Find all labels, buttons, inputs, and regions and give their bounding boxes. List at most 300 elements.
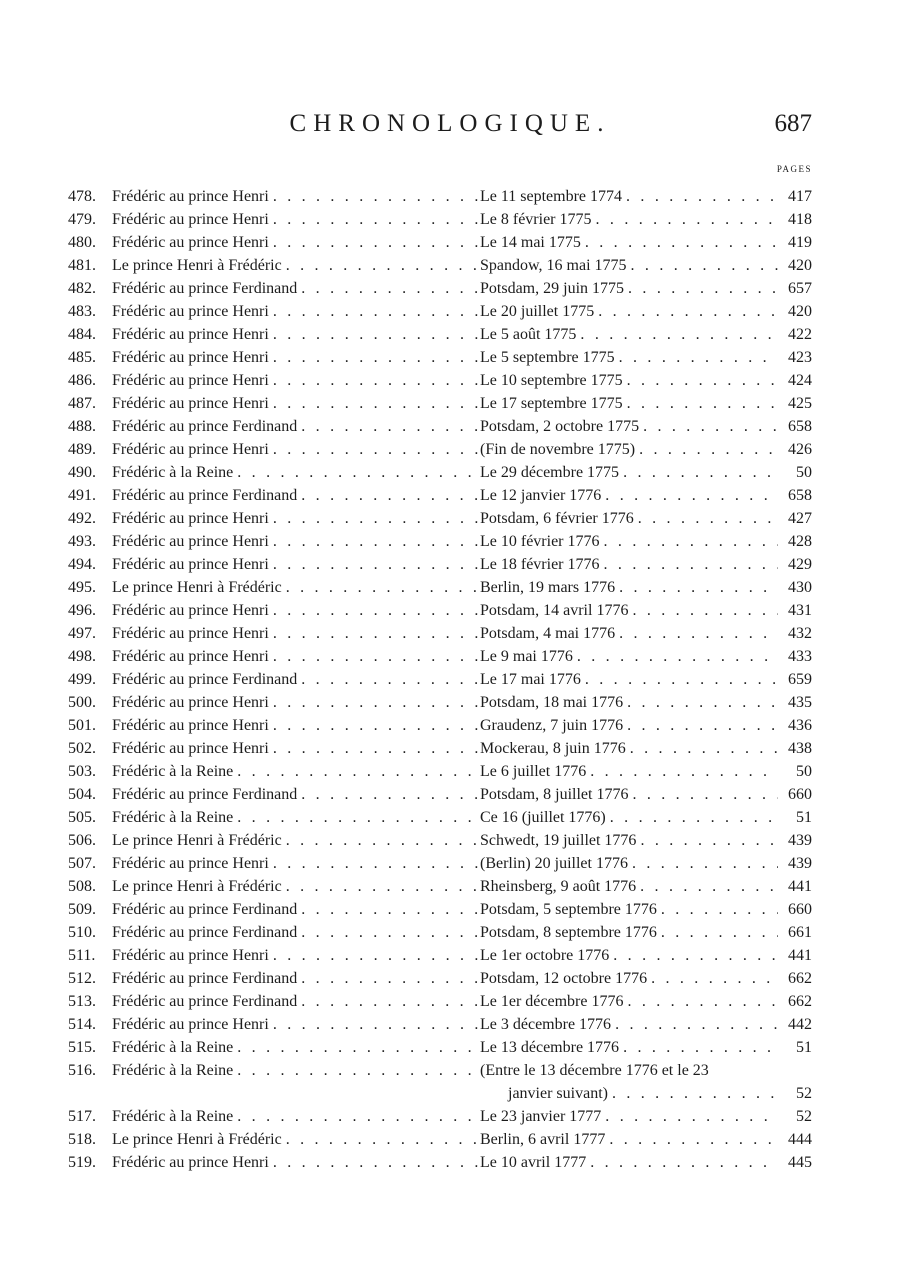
correspondents-text: Frédéric au prince Henri: [112, 372, 269, 389]
page-ref: 51: [796, 1039, 812, 1056]
correspondents-text: Frédéric au prince Ferdinand: [112, 487, 298, 504]
date-place-text: Le 17 septembre 1775: [480, 395, 623, 412]
table-row: [68, 229, 812, 252]
dot-leader: [622, 188, 778, 206]
dot-leader: [282, 1131, 480, 1149]
correspondents: [112, 786, 480, 804]
correspondents: [112, 901, 480, 919]
page-ref: 444: [788, 1131, 812, 1148]
table-row: [68, 873, 812, 896]
date-place-text: (Berlin) 20 juillet 1776: [480, 855, 628, 872]
correspondents: [112, 717, 480, 735]
date-place: [480, 924, 778, 942]
page-number: 687: [774, 110, 812, 137]
date-place: [480, 786, 778, 804]
correspondents-text: Frédéric au prince Henri: [112, 510, 269, 527]
date-place: [480, 832, 778, 850]
entry-number: 488.: [68, 418, 96, 435]
entry-number: 503.: [68, 763, 96, 780]
correspondents: [112, 809, 480, 827]
date-place: [480, 556, 778, 574]
table-row: [68, 643, 812, 666]
table-row: [68, 689, 812, 712]
table-row: [68, 574, 812, 597]
date-place-text: Le 11 septembre 1774: [480, 188, 623, 205]
table-row: [68, 1103, 812, 1126]
dot-leader: [601, 1108, 778, 1126]
date-place: [480, 1154, 778, 1172]
date-place-text: Le 14 mai 1775: [480, 234, 581, 251]
table-row: [68, 942, 812, 965]
dot-leader: [594, 303, 778, 321]
table-row: [68, 804, 812, 827]
page-ref: 432: [788, 625, 812, 642]
page-ref: 662: [788, 970, 812, 987]
dot-leader: [269, 855, 480, 873]
date-place-text: Le 29 décembre 1775: [480, 464, 620, 481]
dot-leader: [233, 1039, 480, 1057]
table-row: [68, 1011, 812, 1034]
page-ref: 422: [788, 326, 812, 343]
entry-number: 506.: [68, 832, 96, 849]
correspondents-text: Le prince Henri à Frédéric: [112, 832, 282, 849]
chronological-table: [68, 183, 812, 1172]
date-place-text: Rheinsberg, 9 août 1776: [480, 878, 637, 895]
entry-number: 487.: [68, 395, 96, 412]
table-row: [68, 206, 812, 229]
date-place: [480, 234, 778, 252]
correspondents: [112, 556, 480, 574]
dot-leader: [592, 211, 778, 229]
dot-leader: [233, 763, 480, 781]
date-place: [480, 1062, 778, 1080]
correspondents: [112, 234, 480, 252]
dot-leader: [297, 901, 480, 919]
entry-number: 482.: [68, 280, 96, 297]
date-place-text: Potsdam, 5 septembre 1776: [480, 901, 657, 918]
date-place-text: Potsdam, 12 octobre 1776: [480, 970, 648, 987]
date-place: [480, 625, 778, 643]
entry-number: 480.: [68, 234, 96, 251]
correspondents-text: Frédéric à la Reine: [112, 1039, 234, 1056]
correspondents-text: Frédéric au prince Ferdinand: [112, 671, 298, 688]
date-place-text: Le 3 décembre 1776: [480, 1016, 612, 1033]
dot-leader: [297, 487, 480, 505]
date-place: [480, 1039, 778, 1057]
page-ref: 417: [788, 188, 812, 205]
correspondents: [112, 211, 480, 229]
table-row: [68, 666, 812, 689]
date-place: [480, 763, 778, 781]
table-row: [68, 344, 812, 367]
dot-leader: [634, 510, 778, 528]
entry-number: 508.: [68, 878, 96, 895]
correspondents-text: Frédéric au prince Ferdinand: [112, 901, 298, 918]
correspondents: [112, 418, 480, 436]
date-place: [480, 1085, 778, 1103]
correspondents: [112, 947, 480, 965]
correspondents: [112, 878, 480, 896]
correspondents: [112, 1154, 480, 1172]
dot-leader: [269, 625, 480, 643]
date-place: [480, 280, 778, 298]
entry-number: 505.: [68, 809, 96, 826]
entry-number: 514.: [68, 1016, 96, 1033]
entry-number: 485.: [68, 349, 96, 366]
table-row: [68, 436, 812, 459]
date-place: [480, 993, 778, 1011]
dot-leader: [623, 372, 778, 390]
dot-leader: [269, 556, 480, 574]
correspondents-text: Frédéric au prince Henri: [112, 349, 269, 366]
dot-leader: [233, 809, 480, 827]
date-place-text: Potsdam, 14 avril 1776: [480, 602, 629, 619]
date-place-text: Potsdam, 2 octobre 1775: [480, 418, 640, 435]
correspondents-text: Le prince Henri à Frédéric: [112, 579, 282, 596]
correspondents-text: Frédéric au prince Henri: [112, 303, 269, 320]
correspondents: [112, 303, 480, 321]
table-row: [68, 413, 812, 436]
dot-leader: [586, 1154, 778, 1172]
date-place-text: Mockerau, 8 juin 1776: [480, 740, 626, 757]
date-place: [480, 1108, 778, 1126]
entry-number: 498.: [68, 648, 96, 665]
entry-number: 493.: [68, 533, 96, 550]
date-place: [480, 648, 778, 666]
table-row: [68, 459, 812, 482]
dot-leader: [269, 1154, 480, 1172]
date-place-text: Le 1er décembre 1776: [480, 993, 624, 1010]
correspondents-text: Frédéric au prince Henri: [112, 234, 269, 251]
page-ref: 424: [788, 372, 812, 389]
dot-leader: [639, 418, 778, 436]
entry-number: 499.: [68, 671, 96, 688]
date-place-text: Le 5 septembre 1775: [480, 349, 615, 366]
dot-leader: [628, 855, 778, 873]
dot-leader: [609, 947, 778, 965]
page-ref: 52: [796, 1085, 812, 1102]
correspondents-text: Frédéric au prince Ferdinand: [112, 970, 298, 987]
date-place-text: Le 10 avril 1777: [480, 1154, 587, 1171]
correspondents: [112, 993, 480, 1011]
page-ref: 420: [788, 257, 812, 274]
table-row: [68, 275, 812, 298]
table-row: [68, 505, 812, 528]
correspondents-text: Frédéric au prince Henri: [112, 533, 269, 550]
entry-number: 502.: [68, 740, 96, 757]
date-place-text: Graudenz, 7 juin 1776: [480, 717, 624, 734]
dot-leader: [233, 464, 480, 482]
entry-number: 518.: [68, 1131, 96, 1148]
entry-number: 511.: [68, 947, 96, 964]
dot-leader: [269, 510, 480, 528]
correspondents: [112, 280, 480, 298]
entry-number: 504.: [68, 786, 96, 803]
page-ref: 445: [788, 1154, 812, 1171]
date-place: [480, 418, 778, 436]
correspondents: [112, 1039, 480, 1057]
page-ref: 428: [788, 533, 812, 550]
dot-leader: [624, 280, 778, 298]
dot-leader: [269, 602, 480, 620]
entry-number: 512.: [68, 970, 96, 987]
entry-number: 517.: [68, 1108, 96, 1125]
date-place: [480, 855, 778, 873]
page-ref: 419: [788, 234, 812, 251]
date-place: [480, 211, 778, 229]
correspondents-text: Frédéric au prince Henri: [112, 694, 269, 711]
page-ref: 662: [788, 993, 812, 1010]
dot-leader: [586, 763, 778, 781]
date-place: [480, 395, 778, 413]
correspondents: [112, 533, 480, 551]
correspondents: [112, 257, 480, 275]
page-ref: 660: [788, 786, 812, 803]
date-place: [480, 1131, 778, 1149]
page-title: CHRONOLOGIQUE.: [289, 110, 611, 137]
correspondents: [112, 763, 480, 781]
correspondents: [112, 1016, 480, 1034]
correspondents-text: Frédéric au prince Ferdinand: [112, 786, 298, 803]
correspondents-text: Frédéric au prince Henri: [112, 625, 269, 642]
date-place-text: Berlin, 6 avril 1777: [480, 1131, 606, 1148]
dot-leader: [282, 832, 480, 850]
date-place-text: Le 18 février 1776: [480, 556, 600, 573]
page-ref: 423: [788, 349, 812, 366]
date-place-text: Potsdam, 18 mai 1776: [480, 694, 624, 711]
dot-leader: [269, 188, 480, 206]
correspondents: [112, 464, 480, 482]
dot-leader: [600, 533, 778, 551]
page-ref: 657: [788, 280, 812, 297]
page-ref: 50: [796, 464, 812, 481]
dot-leader: [623, 694, 778, 712]
entry-number: 515.: [68, 1039, 96, 1056]
date-place: [480, 1016, 778, 1034]
date-place-text: Ce 16 (juillet 1776): [480, 809, 606, 826]
correspondents: [112, 648, 480, 666]
date-place: [480, 717, 778, 735]
correspondents: [112, 855, 480, 873]
date-place-text: Le 10 septembre 1775: [480, 372, 623, 389]
date-place: [480, 326, 778, 344]
page-ref: 435: [788, 694, 812, 711]
entry-number: 501.: [68, 717, 96, 734]
table-row: [68, 1034, 812, 1057]
dot-leader: [269, 694, 480, 712]
page-ref: 429: [788, 556, 812, 573]
date-place-text: Le 1er octobre 1776: [480, 947, 610, 964]
table-row: [68, 321, 812, 344]
table-row: [68, 367, 812, 390]
dot-leader: [269, 441, 480, 459]
date-place: [480, 970, 778, 988]
page-ref: 658: [788, 418, 812, 435]
correspondents-text: Frédéric à la Reine: [112, 763, 234, 780]
date-place: [480, 901, 778, 919]
date-place: [480, 303, 778, 321]
entry-number: 510.: [68, 924, 96, 941]
table-row: [68, 551, 812, 574]
correspondents-text: Le prince Henri à Frédéric: [112, 1131, 282, 1148]
page-ref: 658: [788, 487, 812, 504]
date-place: [480, 349, 778, 367]
dot-leader: [601, 487, 778, 505]
dot-leader: [269, 947, 480, 965]
dot-leader: [269, 211, 480, 229]
date-place: [480, 809, 778, 827]
correspondents-text: Frédéric au prince Henri: [112, 441, 269, 458]
entry-number: 492.: [68, 510, 96, 527]
table-row: [68, 850, 812, 873]
dot-leader: [297, 993, 480, 1011]
date-place: [480, 878, 778, 896]
entry-number: 486.: [68, 372, 96, 389]
correspondents-text: Le prince Henri à Frédéric: [112, 257, 282, 274]
table-row: [68, 965, 812, 988]
dot-leader: [615, 625, 778, 643]
dot-leader: [297, 786, 480, 804]
page-ref: 430: [788, 579, 812, 596]
dot-leader: [623, 395, 778, 413]
page-ref: 418: [788, 211, 812, 228]
correspondents-text: Frédéric au prince Ferdinand: [112, 993, 298, 1010]
page-ref: 442: [788, 1016, 812, 1033]
table-row: [68, 482, 812, 505]
dot-leader: [576, 326, 778, 344]
table-row: [68, 758, 812, 781]
dot-leader: [269, 717, 480, 735]
entry-number: 483.: [68, 303, 96, 320]
page-ref: 438: [788, 740, 812, 757]
correspondents: [112, 970, 480, 988]
date-place-text: Potsdam, 8 juillet 1776: [480, 786, 629, 803]
dot-leader: [605, 1131, 778, 1149]
table-row: [68, 988, 812, 1011]
dot-leader: [615, 349, 778, 367]
dot-leader: [628, 602, 778, 620]
correspondents-text: Frédéric au prince Ferdinand: [112, 280, 298, 297]
correspondents-text: Frédéric au prince Henri: [112, 1154, 269, 1171]
correspondents: [112, 671, 480, 689]
entry-number: 481.: [68, 257, 96, 274]
correspondents: [112, 1108, 480, 1126]
page-ref: 425: [788, 395, 812, 412]
correspondents: [112, 487, 480, 505]
correspondents-text: Frédéric à la Reine: [112, 464, 234, 481]
table-row: [68, 390, 812, 413]
correspondents: [112, 1131, 480, 1149]
date-place-text: Berlin, 19 mars 1776: [480, 579, 616, 596]
table-row: [68, 1057, 812, 1080]
date-place-text: (Fin de novembre 1775): [480, 441, 636, 458]
date-place: [480, 671, 778, 689]
table-row: [68, 298, 812, 321]
date-place: [480, 441, 778, 459]
dot-leader: [627, 257, 778, 275]
dot-leader: [233, 1108, 480, 1126]
table-row: [68, 620, 812, 643]
page-ref: 660: [788, 901, 812, 918]
dot-leader: [282, 579, 480, 597]
correspondents: [112, 602, 480, 620]
correspondents-text: Frédéric au prince Henri: [112, 395, 269, 412]
correspondents: [112, 441, 480, 459]
dot-leader: [297, 924, 480, 942]
correspondents-text: Frédéric au prince Ferdinand: [112, 418, 298, 435]
entry-number: 500.: [68, 694, 96, 711]
date-place-text: Le 10 février 1776: [480, 533, 600, 550]
date-place-text: Le 12 janvier 1776: [480, 487, 602, 504]
dot-leader: [615, 579, 778, 597]
dot-leader: [636, 832, 778, 850]
dot-leader: [581, 671, 778, 689]
table-row: [68, 919, 812, 942]
table-row: [68, 183, 812, 206]
correspondents-text: Le prince Henri à Frédéric: [112, 878, 282, 895]
page-ref: 51: [796, 809, 812, 826]
date-place-text: Le 6 juillet 1776: [480, 763, 587, 780]
correspondents-text: Frédéric au prince Henri: [112, 188, 269, 205]
date-place: [480, 372, 778, 390]
table-row-continuation: [68, 1080, 812, 1103]
date-place: [480, 533, 778, 551]
correspondents: [112, 740, 480, 758]
date-place-text: Potsdam, 8 septembre 1776: [480, 924, 657, 941]
dot-leader: [269, 326, 480, 344]
correspondents-text: Frédéric au prince Henri: [112, 211, 269, 228]
page-ref: 659: [788, 671, 812, 688]
dot-leader: [269, 395, 480, 413]
dot-leader: [269, 533, 480, 551]
date-place-text: Potsdam, 29 juin 1775: [480, 280, 625, 297]
correspondents: [112, 349, 480, 367]
date-place-text: Le 13 décembre 1776: [480, 1039, 620, 1056]
date-place: [480, 510, 778, 528]
date-place-text: Le 23 janvier 1777: [480, 1108, 602, 1125]
dot-leader: [623, 717, 778, 735]
page-ref: 52: [796, 1108, 812, 1125]
correspondents: [112, 326, 480, 344]
date-place-text: Schwedt, 19 juillet 1776: [480, 832, 637, 849]
correspondents: [112, 832, 480, 850]
date-place-text: Spandow, 16 mai 1775: [480, 257, 627, 274]
page-ref: 441: [788, 878, 812, 895]
dot-leader: [269, 349, 480, 367]
dot-leader: [600, 556, 778, 574]
page-ref: 441: [788, 947, 812, 964]
correspondents: [112, 1062, 480, 1080]
date-place-text: Potsdam, 4 mai 1776: [480, 625, 616, 642]
dot-leader: [269, 648, 480, 666]
dot-leader: [269, 372, 480, 390]
dot-leader: [623, 993, 778, 1011]
entry-number: 497.: [68, 625, 96, 642]
correspondents: [112, 579, 480, 597]
entry-number: 491.: [68, 487, 96, 504]
correspondents: [112, 924, 480, 942]
date-place-text: Le 17 mai 1776: [480, 671, 581, 688]
dot-leader: [647, 970, 778, 988]
dot-leader: [635, 441, 778, 459]
dot-leader: [269, 1016, 480, 1034]
dot-leader: [233, 1062, 480, 1080]
table-row: [68, 252, 812, 275]
date-place: [480, 188, 778, 206]
entry-number: 479.: [68, 211, 96, 228]
entry-number: 484.: [68, 326, 96, 343]
correspondents-text: Frédéric à la Reine: [112, 1108, 234, 1125]
